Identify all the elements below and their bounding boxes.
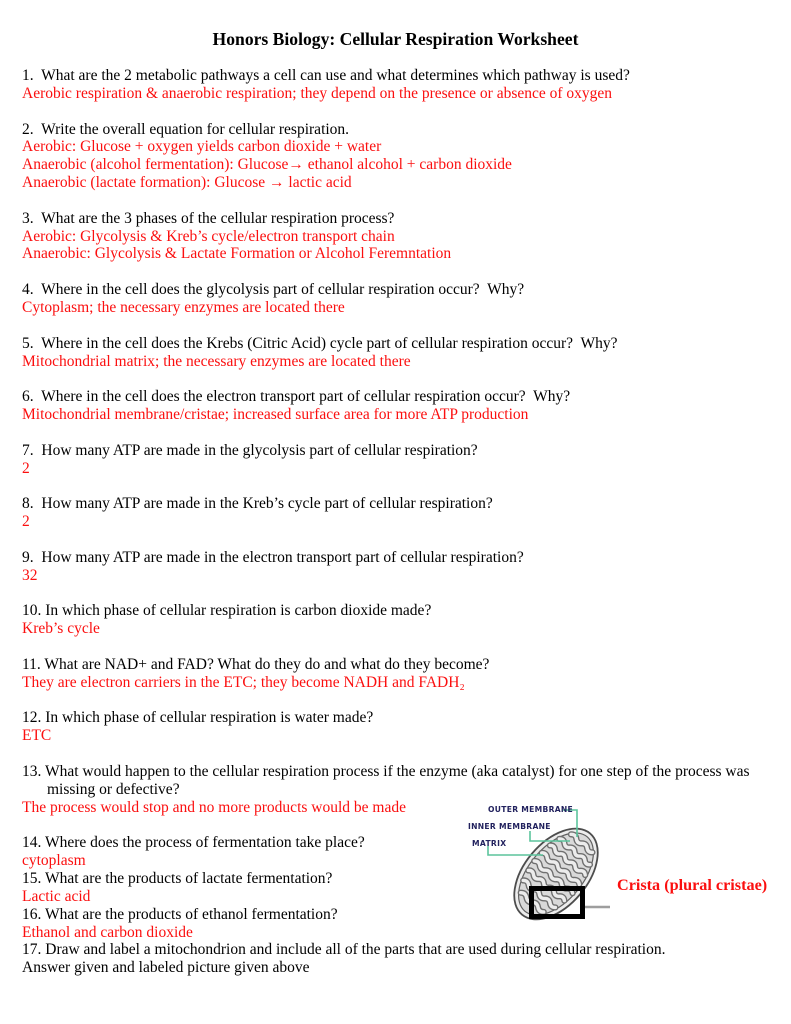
blank-line: [22, 317, 782, 335]
inner-membrane-label: INNER MEMBRANE: [468, 822, 551, 831]
answer-line: Anaerobic: Glycolysis & Lactate Formation or Alcohol Feremntation: [22, 245, 452, 263]
matrix-label: MATRIX: [472, 839, 507, 848]
answer-line: 32: [22, 566, 38, 584]
question-line: 6. Where in the cell does the electron transport part of cellular respiration occur? Why?: [22, 388, 571, 406]
blank-line: [22, 192, 782, 210]
question-line: 7. How many ATP are made in the glycolysis part of cellular respiration?: [22, 441, 478, 459]
blank-line: [22, 531, 782, 549]
blank-line: [22, 584, 782, 602]
question-line: 5. Where in the cell does the Krebs (Citric Acid) cycle part of cellular respiration occur? Why?: [22, 334, 618, 352]
answer-line: Anaerobic (lactate formation): Glucose → lactic acid: [22, 174, 352, 192]
answer-line: Anaerobic (alcohol fermentation): Glucose→ ethanol alcohol + carbon dioxide: [22, 156, 512, 174]
blank-line: [22, 103, 782, 121]
question-line: 11. What are NAD+ and FAD? What do they do and what do they become?: [22, 655, 490, 673]
question-line: 16. What are the products of ethanol fermentation?: [22, 905, 338, 923]
blank-line: [22, 745, 782, 763]
question-line: 12. In which phase of cellular respiration is water made?: [22, 709, 374, 727]
answer-line: The process would stop and no more products would be made: [22, 798, 406, 816]
answer-line: Cytoplasm; the necessary enzymes are located there: [22, 298, 345, 316]
answer-line: 2: [22, 459, 30, 477]
question-line: 10. In which phase of cellular respiration is carbon dioxide made?: [22, 602, 432, 620]
answer-line: Ethanol and carbon dioxide: [22, 923, 193, 941]
question-line: 17. Draw and label a mitochondrion and include all of the parts that are used during cellular respiration.: [22, 941, 666, 959]
blank-line: [22, 263, 782, 281]
outer-membrane-label: OUTER MEMBRANE: [488, 805, 574, 814]
answer-line: Aerobic: Glucose + oxygen yields carbon dioxide + water: [22, 138, 382, 156]
question-line: missing or defective?: [47, 780, 180, 798]
blank-line: [22, 424, 782, 442]
answer-line: Aerobic: Glycolysis & Kreb’s cycle/electron transport chain: [22, 227, 395, 245]
question-line: 1. What are the 2 metabolic pathways a cell can use and what determines which pathway is used?: [22, 67, 630, 84]
answer-line: Kreb’s cycle: [22, 620, 100, 638]
question-line: 8. How many ATP are made in the Kreb’s cycle part of cellular respiration?: [22, 495, 493, 513]
blank-line: [22, 477, 782, 495]
question-line: 14. Where does the process of fermentation take place?: [22, 834, 365, 852]
question-line: 13. What would happen to the cellular respiration process if the enzyme (aka catalyst) for one step of the process was: [22, 762, 750, 780]
question-line: 4. Where in the cell does the glycolysis part of cellular respiration occur? Why?: [22, 281, 525, 299]
question-line: 15. What are the products of lactate fermentation?: [22, 869, 333, 887]
page-title: Honors Biology: Cellular Respiration Worksheet: [212, 29, 579, 49]
answer-line: Mitochondrial matrix; the necessary enzymes are located there: [22, 352, 411, 370]
question-line: Answer given and labeled picture given above: [22, 959, 310, 977]
question-line: 3. What are the 3 phases of the cellular respiration process?: [22, 209, 395, 227]
answer-line: 2: [22, 513, 30, 531]
blank-line: [22, 370, 782, 388]
blank-line: [22, 638, 782, 656]
answer-line: Aerobic respiration & anaerobic respiration; they depend on the presence or absence of oxygen: [22, 84, 613, 102]
question-line: 9. How many ATP are made in the electron transport part of cellular respiration?: [22, 548, 524, 566]
answer-line: ETC: [22, 727, 52, 745]
question-line: 2. Write the overall equation for cellular respiration.: [22, 120, 350, 138]
answer-line: Mitochondrial membrane/cristae; increased surface area for more ATP production: [22, 406, 529, 424]
answer-line: They are electron carriers in the ETC; they become NADH and FADH₂: [22, 673, 465, 691]
crista-label: Crista (plural cristae): [617, 876, 768, 894]
blank-line: [22, 692, 782, 710]
answer-line: Lactic acid: [22, 887, 91, 905]
answer-line: cytoplasm: [22, 852, 86, 870]
mitochondrion-svg: [460, 795, 680, 940]
